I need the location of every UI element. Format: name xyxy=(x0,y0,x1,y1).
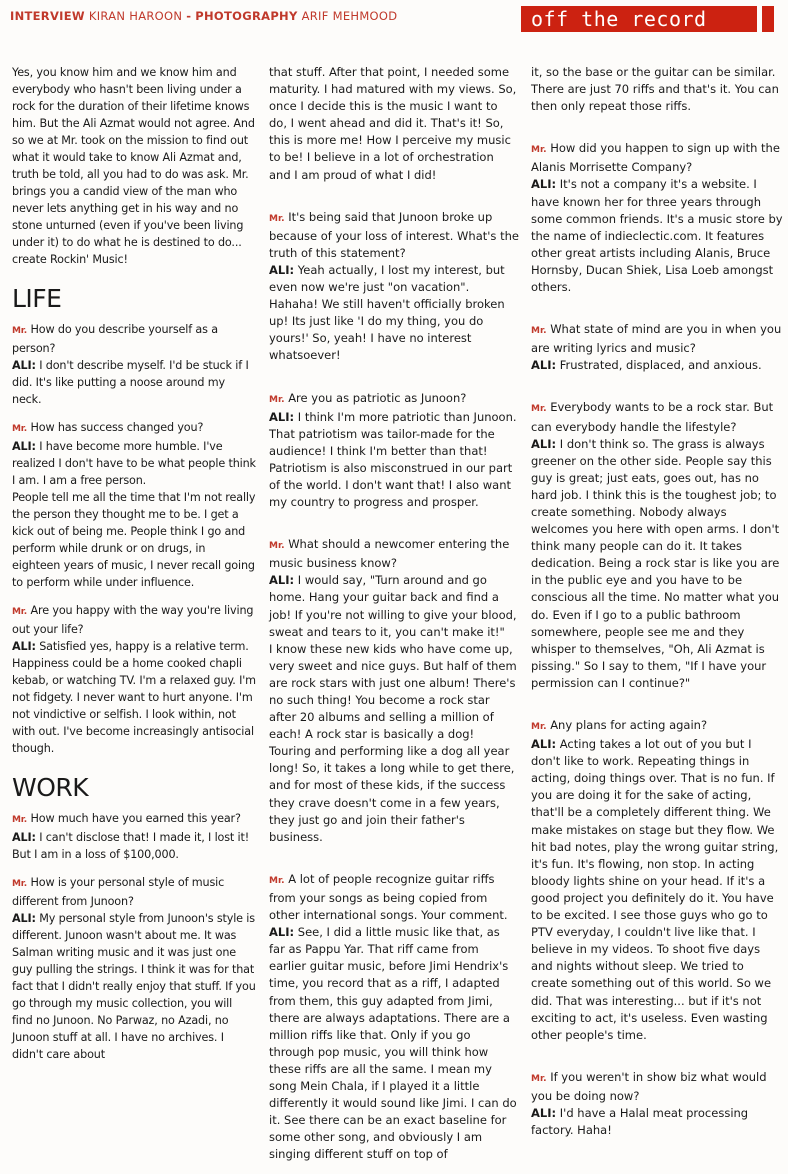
question: A lot of people recognize guitar riffs from your songs as being copied from other international songs. Your comment. xyxy=(269,871,508,923)
question: Any plans for acting again? xyxy=(550,718,708,732)
answer: I don't describe myself. I'd be stuck if I did. It's like putting a noose around my neck. xyxy=(12,359,249,406)
mr-label: Mr. xyxy=(269,541,285,552)
mr-label: Mr. xyxy=(12,879,28,889)
qa-item xyxy=(531,140,783,296)
question: It's being said that Junoon broke up because of your loss of interest. What's the truth of this statement? xyxy=(269,209,519,260)
mr-label: Mr. xyxy=(531,404,547,415)
ali-label: ALI: xyxy=(269,573,295,588)
question: How did you happen to sign up with the Alanis Morrisette Company? xyxy=(531,141,780,175)
question: Everybody wants to be a rock star. But can everybody handle the lifestyle? xyxy=(531,400,774,434)
qa-item xyxy=(12,602,256,757)
answer-continued: that stuff. After that point, I needed some maturity. I had matured with my views. So, once I decide this is the music I want to do, I went ahead and did it. That's it! So, this is more me! How I perceive my music to be! I believe in a lot of orchestration and I am proud of what I did! xyxy=(269,65,517,182)
mr-label: Mr. xyxy=(531,1073,547,1084)
question: Are you as patriotic as Junoon? xyxy=(288,390,467,405)
qa-item xyxy=(531,717,783,1044)
ali-label: ALI: xyxy=(12,912,36,925)
ali-label: ALI: xyxy=(12,640,36,653)
column-2 xyxy=(269,64,519,1174)
qa-item xyxy=(12,810,256,863)
ali-label: ALI: xyxy=(12,359,36,372)
qa-item xyxy=(12,874,256,1063)
mr-label: Mr. xyxy=(269,875,285,886)
answer: I have become more humble. I've realized I don't have to be what people think I am. I am a free person. xyxy=(12,440,256,487)
qa-item xyxy=(269,871,519,1164)
photographer-name: ARIF MEHMOOD xyxy=(301,9,398,23)
question: What state of mind are you in when you are writing lyrics and music? xyxy=(531,322,782,356)
ali-label: ALI: xyxy=(269,262,295,277)
header-separator: - xyxy=(186,9,192,23)
column-1 xyxy=(12,64,256,1074)
photography-label: PHOTOGRAPHY xyxy=(195,9,298,23)
qa-item xyxy=(531,321,783,374)
question: Are you happy with the way you're living out your life? xyxy=(12,604,254,636)
answer: Frustrated, displaced, and anxious. xyxy=(559,358,762,373)
ali-label: ALI: xyxy=(531,436,557,451)
ali-label: ALI: xyxy=(531,177,557,192)
qa-item xyxy=(269,390,519,512)
mr-label: Mr. xyxy=(12,424,28,434)
answer: Yeah actually, I lost my interest, but even now we're just "on vacation". Hahaha! We still haven't officially broken up! Its just like 'I do my thing, you do yours!' So, yeah! I have no interest whatsoever! xyxy=(269,262,505,363)
answer: See, I did a little music like that, as far as Pappu Yar. That riff came from earlier guitar music, before Jimi Hendrix's time, you record that as a riff, I adapted from them, this guy adapted from Jimi, there are always adaptations. There are a million riffs like that. Only if you go through pop music, you will think how these riffs are all the same. I mean my song Mein Chala, if I played it a little differently it would sound like Jimi. I can do it. See there can be an exact baseline for some other song, and obviously I am singing different stuff on top of xyxy=(269,925,517,1162)
ali-label: ALI: xyxy=(269,925,295,940)
qa-item xyxy=(12,419,256,591)
mr-label: Mr. xyxy=(531,722,547,732)
mr-label: Mr. xyxy=(269,213,285,224)
section-heading-life: LIFE xyxy=(12,284,62,313)
answer: Acting takes a lot out of you but I don't like to work. Repeating things in acting, doing things over. That is no fun. If you are doing it for the sake of acting, that'll be a completely different thing. We make mistakes on stage but they flow. We hit bad notes, play the wrong guitar string, it's fun. It's flowing, non stop. In acting bloody lights shine on your head. If it's a good project you definitely do it. You have to be excited. I see those guys who go to PTV everyday, I couldn't live like that. I believe in my videos. To shoot five days and nights without sleep. We tried to create something out of this world. So we did. That was interesting... but if it's not exciting to act, it's useless. Even wasting other people's time. xyxy=(531,737,779,1042)
answer-continued: People tell me all the time that I'm not really the person they thought me to be. I get a kick out of being me. People think I go and perform while drunk or on drugs, in eighteen years of music, I never recall going to perform while under influence. xyxy=(12,491,256,589)
question: How do you describe yourself as a person? xyxy=(12,323,218,355)
qa-item xyxy=(531,399,783,692)
question: How much have you earned this year? xyxy=(30,812,241,825)
answer: I would say, "Turn around and go home. Hang your guitar back and find a job! If you're not willing to give your blood, sweat and tears to it, you can't make it!" xyxy=(269,573,517,639)
section-tag: off the record xyxy=(521,6,757,32)
section-tag-bar xyxy=(762,6,774,32)
answer: It's not a company it's a website. I have known her for three years through some common friends. It's a music store by the name of indieclectic.com. It features other great artists including Alanis, Bruce Hornsby, Ducan Shiek, Lisa Loeb amongst others. xyxy=(531,177,783,295)
answer: I'd have a Halal meat processing factory. Haha! xyxy=(531,1105,749,1138)
ali-label: ALI: xyxy=(12,440,36,453)
question: How has success changed you? xyxy=(30,421,204,434)
answer: Satisfied yes, happy is a relative term. Happiness could be a home cooked chapli kebab, or watching TV. I'm a relaxed guy. I'm not fidgety. I never want to hurt anyone. I'm not vindictive or selfish. I look within, not with out. I've become increasingly antisocial though. xyxy=(12,640,256,755)
ali-label: ALI: xyxy=(531,1105,557,1120)
question: What should a newcomer entering the music business know? xyxy=(269,537,510,571)
ali-label: ALI: xyxy=(12,831,36,844)
question: How is your personal style of music different from Junoon? xyxy=(12,876,225,908)
mr-label: Mr. xyxy=(12,815,28,825)
column-3 xyxy=(531,64,783,1150)
mr-label: Mr. xyxy=(531,326,547,337)
section-heading-work: WORK xyxy=(12,773,89,802)
answer-continued: it, so the base or the guitar can be similar. There are just 70 riffs and that's it. You can then only repeat those riffs. xyxy=(531,65,779,114)
intro-paragraph: Yes, you know him and we know him and everybody who hasn't been living under a rock for the duration of their lifetime knows him. But the Ali Azmat would not agree. And so we at Mr. took on the mission to find out what it would take to know Ali Azmat and, truth be told, all you had to do was ask. Mr. brings you a candid view of the man who never lets anything get in his way and no stone unturned (even if you've been living under it) to do what he is destined to do... create Rockin' Music! xyxy=(12,66,255,266)
mr-label: Mr. xyxy=(269,394,285,405)
ali-label: ALI: xyxy=(531,737,557,752)
mr-label: Mr. xyxy=(531,145,547,156)
answer-continued: I know these new kids who have come up, very sweet and nice guys. But half of them are rock stars with just one album! There's no such thing! You become a rock star after 20 albums and selling a million of each! A rock star is basically a dog! Touring and performing like a dog all year long! So, it takes a long while to get there, and for most of these kids, if the success they crave doesn't come in a few years, they just go and join their father's business. xyxy=(269,641,517,844)
qa-item xyxy=(269,536,519,846)
mr-label: Mr. xyxy=(12,607,28,617)
answer: I don't think so. The grass is always greener on the other side. People say this guy is great; just eats, goes out, has no hard job. I think this is the toughest job; to create something. Nobody always welcomes you here with open arms. I don't think many people can do it. It takes dedication. Being a rock star is like you are in the public eye and you have to be conscious all the time. No matter what you do. Even if I go to a public bathroom somewhere, people see me and they whisper to themselves, "Oh, Ali Azmat is pissing." So I say to them, "If I have your permission can I continue?" xyxy=(531,436,780,690)
question: If you weren't in show biz what would you be doing now? xyxy=(531,1069,767,1103)
qa-item xyxy=(12,321,256,408)
answer: I think I'm more patriotic than Junoon. That patriotism was tailor-made for the audience! I think I'm better than that! Patriotism is also misconstrued in our part of the world. I don't want that! I also want my country to progress and prosper. xyxy=(269,409,517,510)
answer: My personal style from Junoon's style is different. Junoon wasn't about me. It was Salman writing music and it was just one guy pulling the strings. I think it was for that fact that I didn't really enjoy that stuff. If you go through my music collection, you will find no Junoon. No Parwaz, no Azadi, no Junoon stuff at all. I have no archives. I didn't care about xyxy=(12,912,256,1061)
ali-label: ALI: xyxy=(531,358,557,373)
article-header xyxy=(10,5,397,27)
ali-label: ALI: xyxy=(269,409,295,424)
interviewer-name: KIRAN HAROON xyxy=(88,9,183,23)
qa-item xyxy=(531,1069,783,1139)
interview-label: INTERVIEW xyxy=(10,9,85,23)
qa-item xyxy=(269,209,519,365)
answer: I can't disclose that! I made it, I lost it! But I am in a loss of $100,000. xyxy=(12,831,250,861)
mr-label: Mr. xyxy=(12,326,28,336)
